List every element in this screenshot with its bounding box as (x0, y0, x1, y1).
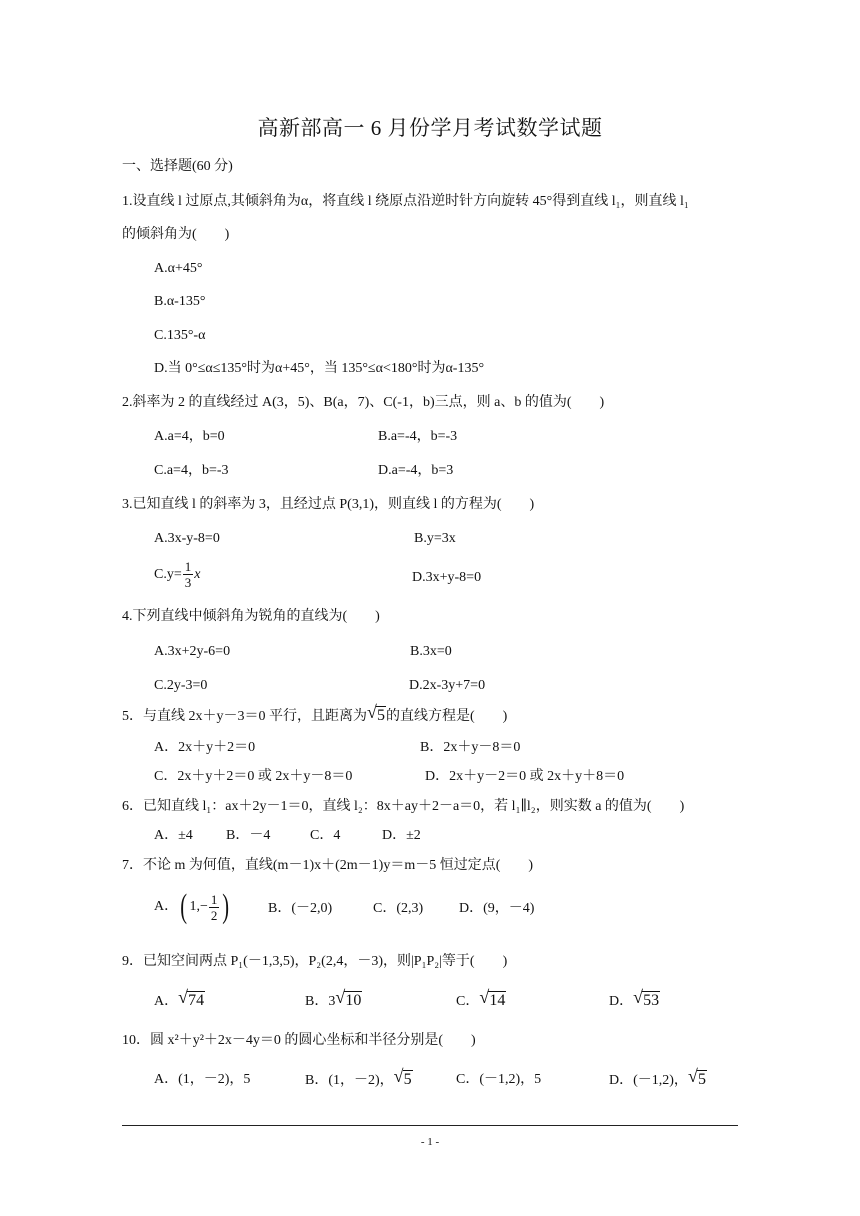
q5-stem (122, 702, 508, 726)
q7-option-a-label: A． (154, 899, 179, 915)
numerator: 1 (184, 559, 192, 575)
q10-option-d-label: D．(－1,2)， (609, 1073, 688, 1088)
q2-option-d: D.a=-4，b=3 (378, 463, 454, 478)
radical-sign: √ (633, 987, 644, 1007)
sqrt-expression (393, 1066, 413, 1089)
q2-option-b: B.a=-4，b=-3 (378, 429, 458, 444)
q4-stem: 4.下列直线中倾斜角为锐角的直线为( ) (122, 609, 380, 624)
q6-stem: 6．已知直线 l₁：ax＋2y－1＝0，直线 l₂：8x＋ay＋2－a＝0，若 l₁∥l₂，则实数 a 的值为( ) (122, 799, 685, 814)
radicand: 53 (643, 992, 660, 1009)
q5-stem-post: 的直线方程是( ) (386, 709, 508, 724)
sqrt-expression (633, 987, 660, 1010)
q7-option-c: C．(2,3) (373, 901, 424, 916)
radicand: 14 (489, 992, 506, 1009)
q4-option-b: B.3x=0 (410, 644, 452, 659)
q5-option-b: B．2x＋y－8＝0 (420, 740, 521, 755)
q9-option-b (305, 987, 362, 1011)
q10-option-b (305, 1066, 413, 1090)
q9-option-a (154, 987, 205, 1011)
right-paren: ) (222, 888, 230, 925)
q4-option-d: D.2x-3y+7=0 (409, 678, 486, 693)
q1-option-a: A.α+45° (154, 261, 203, 276)
q6-option-b: B．－4 (226, 828, 271, 843)
radical-sign: √ (479, 987, 490, 1007)
radicand: 5 (403, 1071, 412, 1088)
q6-option-d: D．±2 (382, 828, 421, 843)
sqrt-expression (479, 987, 506, 1010)
q1-stem-line2: 的倾斜角为( ) (122, 227, 230, 242)
q7-option-a-int: 1,− (189, 899, 208, 915)
q10-option-b-label: B．(1，－2)， (305, 1073, 394, 1088)
q9-option-a-label: A． (154, 994, 179, 1009)
q10-option-d (609, 1066, 707, 1090)
radical-sign: √ (393, 1066, 404, 1086)
denominator: 2 (210, 907, 218, 923)
q7-option-b: B．(－2,0) (268, 901, 333, 916)
q7-stem: 7．不论 m 为何值，直线(m－1)x＋(2m－1)y＝m－5 恒过定点( ) (122, 858, 534, 873)
q9-option-c (456, 987, 506, 1011)
variable: x (194, 567, 201, 582)
sqrt-expression (687, 1066, 707, 1089)
q5-option-d: D．2x＋y－2＝0 或 2x＋y＋8＝0 (425, 769, 625, 784)
radical-sign: √ (687, 1066, 698, 1086)
footer-divider (122, 1125, 738, 1126)
q6-option-c: C．4 (310, 828, 341, 843)
page-number: - 1 - (420, 1136, 440, 1148)
section-heading: 一、选择题(60 分) (122, 159, 233, 174)
q6-option-a: A．±4 (154, 828, 193, 843)
fraction (209, 892, 220, 923)
q5-stem-pre: 5．与直线 2x＋y－3＝0 平行，且距离为 (122, 709, 367, 724)
q9-option-d (609, 987, 660, 1011)
radical-sign: √ (178, 987, 189, 1007)
q1-stem-line1: 1.设直线 l 过原点,其倾斜角为α，将直线 l 绕原点沿逆时针方向旋转 45°得到直线 l₁，则直线 l₁ (122, 194, 689, 209)
q1-option-c: C.135°-α (154, 328, 206, 343)
q3-option-a: A.3x-y-8=0 (154, 531, 220, 546)
radical-sign: √ (367, 702, 377, 722)
q9-stem: 9．已知空间两点 P₁(－1,3,5)，P₂(2,4，－3)，则|P₁P₂|等于( ) (122, 954, 508, 969)
sqrt-expression (178, 987, 205, 1010)
q9-option-c-label: C． (456, 994, 480, 1009)
sqrt-expression (367, 702, 386, 725)
q9-option-b-label: B．3 (305, 994, 336, 1009)
numerator: 1 (210, 891, 218, 907)
q1-option-d: D.当 0°≤α≤135°时为α+45°，当 135°≤α<180°时为α-135° (154, 361, 485, 376)
radicand: 74 (188, 992, 205, 1009)
sqrt-expression (335, 987, 362, 1010)
q4-option-c: C.2y-3=0 (154, 678, 208, 693)
q1-option-b: B.α-135° (154, 294, 206, 309)
radicand: 5 (697, 1071, 706, 1088)
q2-option-c: C.a=4，b=-3 (154, 463, 229, 478)
left-paren: ( (180, 888, 188, 925)
exam-title: 高新部高一 6 月份学月考试数学试题 (257, 116, 603, 140)
fraction (183, 559, 194, 590)
q10-option-a: A．(1，－2)，5 (154, 1072, 251, 1087)
q3-option-c-prefix: C.y= (154, 567, 182, 582)
q7-option-d: D．(9，－4) (459, 901, 535, 916)
q10-option-c: C．(－1,2)，5 (456, 1072, 542, 1087)
q5-option-a: A．2x＋y＋2＝0 (154, 740, 256, 755)
q3-option-b: B.y=3x (414, 531, 456, 546)
denominator: 3 (184, 575, 192, 591)
q4-option-a: A.3x+2y-6=0 (154, 644, 231, 659)
q2-stem: 2.斜率为 2 的直线经过 A(3，5)、B(a，7)、C(-1，b)三点，则 a、b 的值为( ) (122, 395, 605, 410)
radicand: 5 (377, 707, 385, 724)
q2-option-a: A.a=4，b=0 (154, 429, 225, 444)
q3-option-c (154, 555, 200, 595)
radicand: 10 (345, 992, 362, 1009)
q5-option-c: C．2x＋y＋2＝0 或 2x＋y－8＝0 (154, 769, 353, 784)
q3-option-d: D.3x+y-8=0 (412, 570, 482, 585)
radical-sign: √ (335, 987, 346, 1007)
q3-stem: 3.已知直线 l 的斜率为 3，且经过点 P(3,1)，则直线 l 的方程为( ) (122, 497, 535, 512)
q7-option-a (154, 887, 232, 927)
q9-option-d-label: D． (609, 994, 634, 1009)
q10-stem: 10．圆 x²＋y²＋2x－4y＝0 的圆心坐标和半径分别是( ) (122, 1033, 476, 1048)
